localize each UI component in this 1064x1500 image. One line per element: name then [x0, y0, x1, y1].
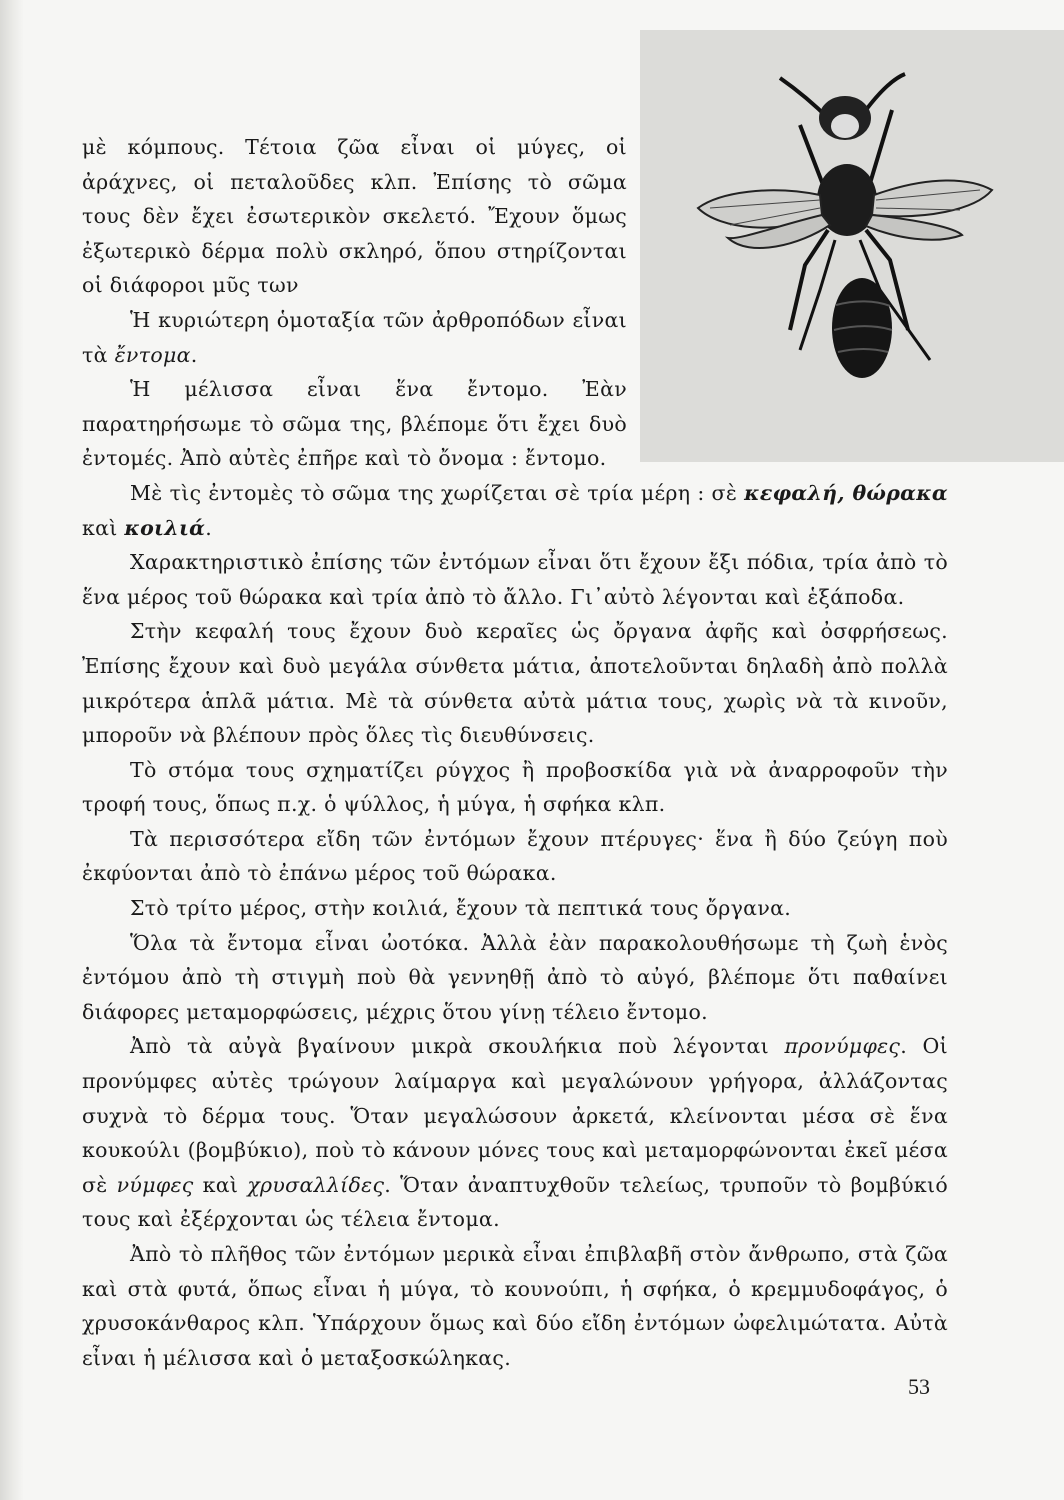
paragraph-11	[82, 1029, 948, 1237]
paragraph-4-mid: καὶ	[82, 515, 125, 540]
paragraph-2-end: .	[190, 342, 198, 367]
paragraph-4	[82, 476, 948, 545]
paragraph-10: Ὅλα τὰ ἔντομα εἶναι ὠοτόκα. Ἀλλὰ ἐὰν παρακολουθήσωμε τὴ ζωὴ ἑνὸς ἐντόμου ἀπὸ τὴ στιγμὴ ποὺ θὰ γεννηθῇ ἀπὸ τὸ αὐγό, βλέπομε ὅτι παθαίνει διάφορες μεταμορφώσεις, μέχρις ὅτου γίνῃ τέλειο ἔντομο.	[82, 930, 948, 1024]
term-pronymfes: προνύμφες	[784, 1034, 901, 1059]
paragraph-5: Χαρακτηριστικὸ ἐπίσης τῶν ἐντόμων εἶναι ὅτι ἔχουν ἔξι πόδια, τρία ἀπὸ τὸ ἕνα μέρος τοῦ θώρακα καὶ τρία ἀπὸ τὸ ἄλλο. Γι᾿αὐτὸ λέγονται καὶ ἑξάποδα.	[82, 550, 948, 609]
term-entoma: ἔντομα	[114, 342, 191, 367]
paragraph-2	[82, 303, 627, 372]
main-text	[82, 130, 948, 1375]
paragraph-7: Τὸ στόμα τους σχηματίζει ρύγχος ἢ προβοσκίδα γιὰ νὰ ἀναρροφοῦν τὴν τροφή τους, ὅπως π.χ. ὁ ψύλλος, ἡ μύγα, ἡ σφήκα κλπ.	[82, 757, 948, 817]
paragraph-2-text: Ἡ κυριώτερη ὁμοταξία τῶν ἀρθροπόδων εἶναι τὰ	[82, 307, 627, 367]
paragraph-8: Τὰ περισσότερα εἴδη τῶν ἐντόμων ἔχουν πτέρυγες· ἕνα ἢ δύο ζεύγη ποὺ ἐκφύονται ἀπὸ τὸ ἐπάνω μέρος τοῦ θώρακα.	[82, 826, 948, 886]
paragraph-11-text: Ἀπὸ τὰ αὐγὰ βγαίνουν μικρὰ σκουλήκια ποὺ λέγονται	[130, 1034, 785, 1059]
page-binding-edge	[0, 0, 24, 1500]
term-nymfes: νύμφες	[116, 1172, 194, 1197]
paragraph-1: μὲ κόμπους. Τέτοια ζῶα εἶναι οἱ μύγες, οἱ ἀράχνες, οἱ πεταλοῦδες κλπ. Ἐπίσης τὸ σῶμα τους δὲν ἔχει ἐσωτερικὸν σκελετό. Ἔχουν ὅμως ἐξωτερικὸ δέρμα πολὺ σκληρό, ὅπου στηρίζονται οἱ διάφοροι μῦς των	[82, 135, 627, 298]
paragraph-11-mid: . Οἱ προνύμφες αὐτὲς τρώγουν λαίμαργα καὶ μεγαλώνουν γρήγορα, ἀλλάζοντας συχνὰ τὸ δέρμα τους. Ὅταν μεγαλώσουν ἀρκετά, κλείνονται μέσα σὲ ἕνα κουκούλι (βομβύκιο), ποὺ τὸ κάνουν μόνες τους καὶ μεταμορφώνονται ἐκεῖ μέσα σὲ	[82, 1034, 948, 1197]
term-abdomen: κοιλιά	[124, 515, 206, 540]
paragraph-4-text: Μὲ τὶς ἐντομὲς τὸ σῶμα της χωρίζεται σὲ τρία μέρη : σὲ	[130, 480, 745, 505]
paragraph-11-end: . Ὅταν ἀναπτυχθοῦν τελείως, τρυποῦν τὸ βομβύκιό τους καὶ ἐξέρχονται ὡς τέλεια ἔντομα.	[82, 1172, 948, 1232]
paragraph-9: Στὸ τρίτο μέρος, στὴν κοιλιά, ἔχουν τὰ πεπτικά τους ὄργανα.	[130, 896, 792, 921]
paragraph-3: Ἡ μέλισσα εἶναι ἕνα ἔντομο. Ἐὰν παρατηρήσωμε τὸ σῶμα της, βλέπομε ὅτι ἔχει δυὸ ἐντομές. Ἀπὸ αὐτὲς ἐπῆρε καὶ τὸ ὄνομα : ἔντομο.	[82, 377, 627, 471]
page-number: 53	[908, 1374, 930, 1399]
term-head-thorax: κεφαλή, θώρακα	[744, 480, 948, 505]
term-chrysallides: χρυσαλλίδες	[247, 1172, 385, 1197]
paragraph-6: Στὴν κεφαλή τους ἔχουν δυὸ κεραῖες ὡς ὄργανα ἀφῆς καὶ ὀσφρήσεως. Ἐπίσης ἔχουν καὶ δυὸ μεγάλα σύνθετα μάτια, ἀποτελοῦνται δηλαδὴ ἀπὸ πολλὰ μικρότερα ἁπλᾶ μάτια. Μὲ τὰ σύνθετα αὐτὰ μάτια τους, χωρὶς νὰ τὰ κινοῦν, μποροῦν νὰ βλέπουν πρὸς ὅλες τὶς διευθύνσεις.	[82, 619, 948, 748]
paragraph-11-and: καὶ	[193, 1172, 248, 1197]
paragraph-12: Ἀπὸ τὸ πλῆθος τῶν ἐντόμων μερικὰ εἶναι ἐπιβλαβῆ στὸν ἄνθρωπο, στὰ ζῶα καὶ στὰ φυτά, ὅπως εἶναι ἡ μύγα, τὸ κουνούπι, ἡ σφήκα, ὁ κρεμμυδοφάγος, ὁ χρυσοκάνθαρος κλπ. Ὑπάρχουν ὅμως καὶ δύο εἴδη ἐντόμων ὠφελιμώτατα. Αὐτὰ εἶναι ἡ μέλισσα καὶ ὁ μεταξοσκώληκας.	[82, 1242, 948, 1370]
paragraph-4-end: .	[205, 515, 213, 540]
